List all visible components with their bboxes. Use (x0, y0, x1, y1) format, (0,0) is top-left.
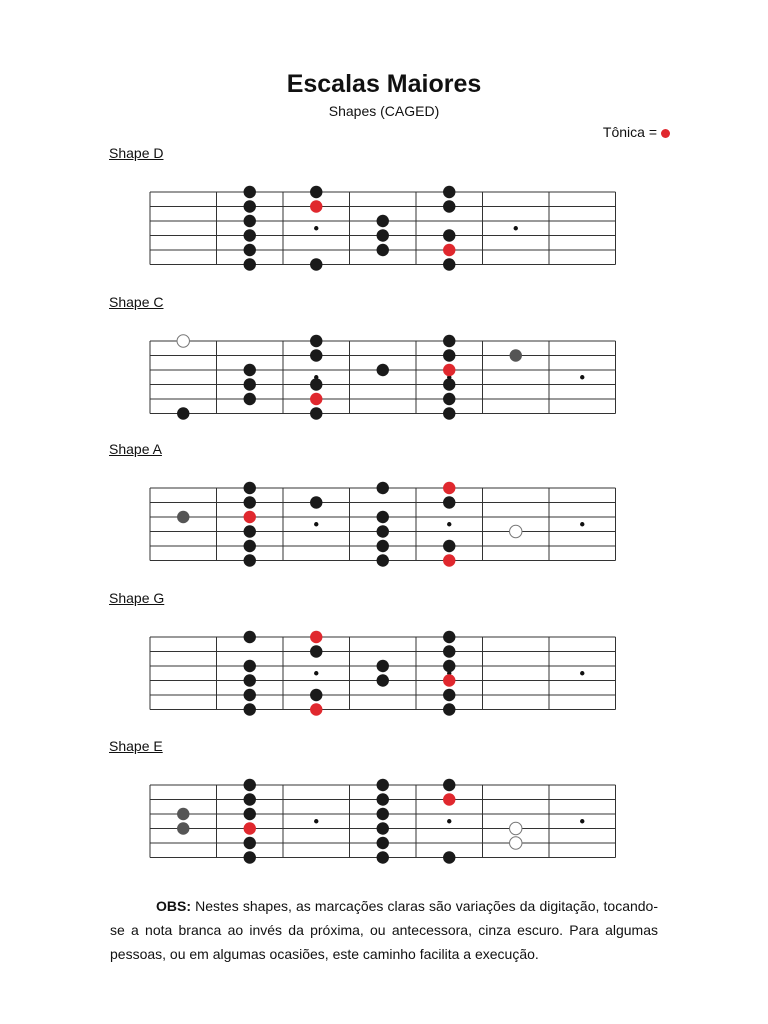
note-dot (443, 349, 455, 361)
note-dot (443, 229, 455, 241)
note-dot (244, 393, 256, 405)
note-dot (443, 258, 455, 270)
tonica-legend-label: Tônica = (602, 124, 657, 140)
note-dot (310, 407, 322, 419)
note-dot (244, 851, 256, 863)
shape-a-fretboard (0, 480, 768, 570)
fret-marker-dot (314, 522, 318, 526)
root-note-dot (443, 244, 455, 256)
note-dot (244, 525, 256, 537)
note-dot (377, 822, 389, 834)
note-dot (244, 378, 256, 390)
note-dot (443, 540, 455, 552)
note-dot (443, 378, 455, 390)
note-dot (377, 482, 389, 494)
root-note-dot (443, 554, 455, 566)
shape-a-label: Shape A (109, 441, 162, 457)
note-dot (443, 200, 455, 212)
note-dot (244, 689, 256, 701)
note-dot (377, 525, 389, 537)
note-dot (310, 258, 322, 270)
note-dot (244, 793, 256, 805)
shape-e-label: Shape E (109, 738, 163, 754)
obs-paragraph (110, 894, 658, 966)
note-dot (377, 837, 389, 849)
note-dot (377, 660, 389, 672)
note-dot (443, 779, 455, 791)
note-dot (377, 851, 389, 863)
root-note-dot (443, 364, 455, 376)
note-dot (177, 407, 189, 419)
fret-marker-dot (580, 671, 584, 675)
note-dot (244, 660, 256, 672)
note-dot (377, 779, 389, 791)
obs-label: OBS: (156, 898, 191, 914)
root-note-dot (310, 631, 322, 643)
note-dot (377, 229, 389, 241)
alt-light-note-dot (510, 822, 522, 834)
fret-marker-dot (314, 819, 318, 823)
note-dot (377, 540, 389, 552)
note-dot (244, 779, 256, 791)
note-dot (377, 215, 389, 227)
note-dot (310, 689, 322, 701)
note-dot (443, 851, 455, 863)
fret-marker-dot (580, 819, 584, 823)
note-dot (443, 645, 455, 657)
alt-dark-note-dot (510, 349, 522, 361)
root-note-dot (310, 703, 322, 715)
root-note-dot (244, 822, 256, 834)
note-dot (244, 554, 256, 566)
note-dot (310, 378, 322, 390)
note-dot (377, 511, 389, 523)
note-dot (377, 674, 389, 686)
note-dot (244, 540, 256, 552)
note-dot (244, 631, 256, 643)
tonica-legend-dot (661, 129, 670, 138)
note-dot (244, 808, 256, 820)
note-dot (443, 496, 455, 508)
alt-light-note-dot (510, 525, 522, 537)
note-dot (244, 674, 256, 686)
note-dot (244, 482, 256, 494)
note-dot (377, 808, 389, 820)
fret-marker-dot (580, 375, 584, 379)
root-note-dot (310, 393, 322, 405)
shape-c-fretboard (0, 333, 768, 423)
note-dot (377, 364, 389, 376)
alt-light-note-dot (510, 837, 522, 849)
note-dot (244, 215, 256, 227)
fret-marker-dot (447, 819, 451, 823)
note-dot (244, 496, 256, 508)
note-dot (310, 496, 322, 508)
note-dot (443, 631, 455, 643)
note-dot (443, 703, 455, 715)
fret-marker-dot (580, 522, 584, 526)
note-dot (310, 335, 322, 347)
note-dot (443, 186, 455, 198)
page-title: Escalas Maiores (286, 70, 482, 98)
tonica-legend (603, 124, 670, 140)
note-dot (244, 258, 256, 270)
shape-g-label: Shape G (109, 590, 165, 606)
note-dot (310, 349, 322, 361)
note-dot (443, 660, 455, 672)
note-dot (244, 200, 256, 212)
shape-d-fretboard (0, 184, 768, 274)
fret-marker-dot (447, 522, 451, 526)
root-note-dot (310, 200, 322, 212)
fret-marker-dot (314, 226, 318, 230)
alt-dark-note-dot (177, 511, 189, 523)
note-dot (244, 186, 256, 198)
note-dot (244, 837, 256, 849)
root-note-dot (443, 674, 455, 686)
alt-dark-note-dot (177, 822, 189, 834)
fret-marker-dot (314, 671, 318, 675)
root-note-dot (244, 511, 256, 523)
note-dot (377, 244, 389, 256)
shape-d-label: Shape D (109, 145, 164, 161)
shape-e-fretboard (0, 777, 768, 867)
note-dot (443, 689, 455, 701)
alt-light-note-dot (177, 335, 189, 347)
shape-c-label: Shape C (109, 294, 164, 310)
note-dot (310, 645, 322, 657)
shape-g-fretboard (0, 629, 768, 719)
root-note-dot (443, 482, 455, 494)
note-dot (377, 554, 389, 566)
page-subtitle: Shapes (CAGED) (328, 103, 440, 119)
note-dot (244, 229, 256, 241)
note-dot (443, 335, 455, 347)
note-dot (377, 793, 389, 805)
note-dot (443, 393, 455, 405)
note-dot (443, 407, 455, 419)
note-dot (244, 364, 256, 376)
note-dot (310, 186, 322, 198)
fret-marker-dot (514, 226, 518, 230)
obs-text: Nestes shapes, as marcações claras são variações da digitação, tocando-se a nota branca ao invés da próxima, ou antecessora, cinza escuro. Para algumas pessoas, ou em algumas ocasiões, este caminho facilita a execução. (110, 898, 659, 962)
alt-dark-note-dot (177, 808, 189, 820)
root-note-dot (443, 793, 455, 805)
note-dot (244, 244, 256, 256)
note-dot (244, 703, 256, 715)
